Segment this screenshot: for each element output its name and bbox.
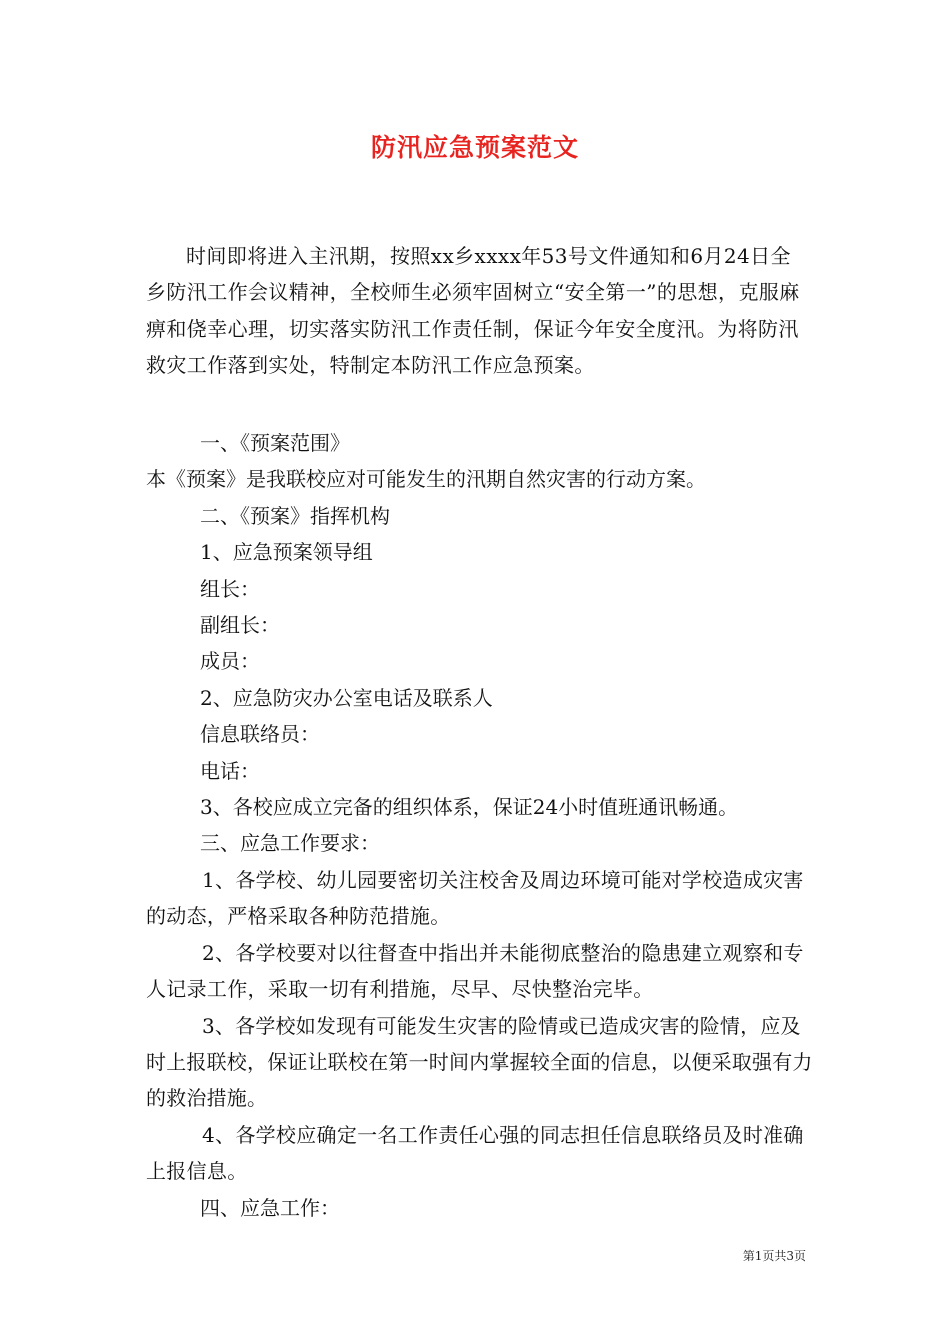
liaison-field: 信息联络员： bbox=[200, 722, 320, 747]
requirement-item: 2、各学校要对以往督查中指出并未能彻底整治的隐患建立观察和专人记录工作，采取一切有利措施，尽早、尽快整治完毕。 bbox=[146, 940, 804, 1002]
requirement-item: 3、各学校如发现有可能发生灾害的险情或已造成灾害的险情，应及时上报联校，保证让联校在第一时间内掌握较全面的信息，以便采取强有力的救治措施。 bbox=[146, 1013, 813, 1111]
intro-paragraph: 时间即将进入主汛期，按照xx乡xxxx年53号文件通知和6月24日全乡防汛工作会议精神，全校师生必须牢固树立“安全第一”的思想，克服麻痹和侥幸心理，切实落实防汛工作责任制，保证今年安全度汛。为将防汛救灾工作落到实处，特制定本防汛工作应急预案。 bbox=[146, 244, 800, 377]
phone-field: 电话： bbox=[200, 758, 260, 783]
scope-text: 本《预案》是我联校应对可能发生的汛期自然灾害的行动方案。 bbox=[146, 467, 706, 492]
office-contact-heading: 2、应急防灾办公室电话及联系人 bbox=[200, 685, 493, 710]
document-title: 防汛应急预案范文 bbox=[370, 133, 579, 162]
leadership-group-heading: 1、应急预案领导组 bbox=[200, 540, 373, 565]
requirement-item: 1、各学校、幼儿园要密切关注校舍及周边环境可能对学校造成灾害的动态，严格采取各种防范措施。 bbox=[146, 867, 804, 929]
document-body bbox=[146, 425, 816, 1226]
members-field: 成员： bbox=[200, 649, 260, 674]
requirement-item: 4、各学校应确定一名工作责任心强的同志担任信息联络员及时准确上报信息。 bbox=[146, 1122, 804, 1184]
deputy-leader-field: 副组长： bbox=[200, 613, 280, 638]
leader-field: 组长： bbox=[200, 576, 260, 601]
organization-system-item: 3、各校应成立完备的组织体系，保证24小时值班通讯畅通。 bbox=[200, 795, 739, 820]
intro-paragraph-block bbox=[146, 238, 810, 383]
section-heading-scope: 一、《预案范围》 bbox=[200, 431, 350, 455]
section-heading-emergency-work: 四、应急工作： bbox=[200, 1195, 340, 1220]
section-heading-requirements: 三、应急工作要求： bbox=[200, 831, 380, 856]
page-number: 第1页共3页 bbox=[742, 1249, 806, 1263]
section-heading-command: 二、《预案》指挥机构 bbox=[200, 503, 390, 528]
